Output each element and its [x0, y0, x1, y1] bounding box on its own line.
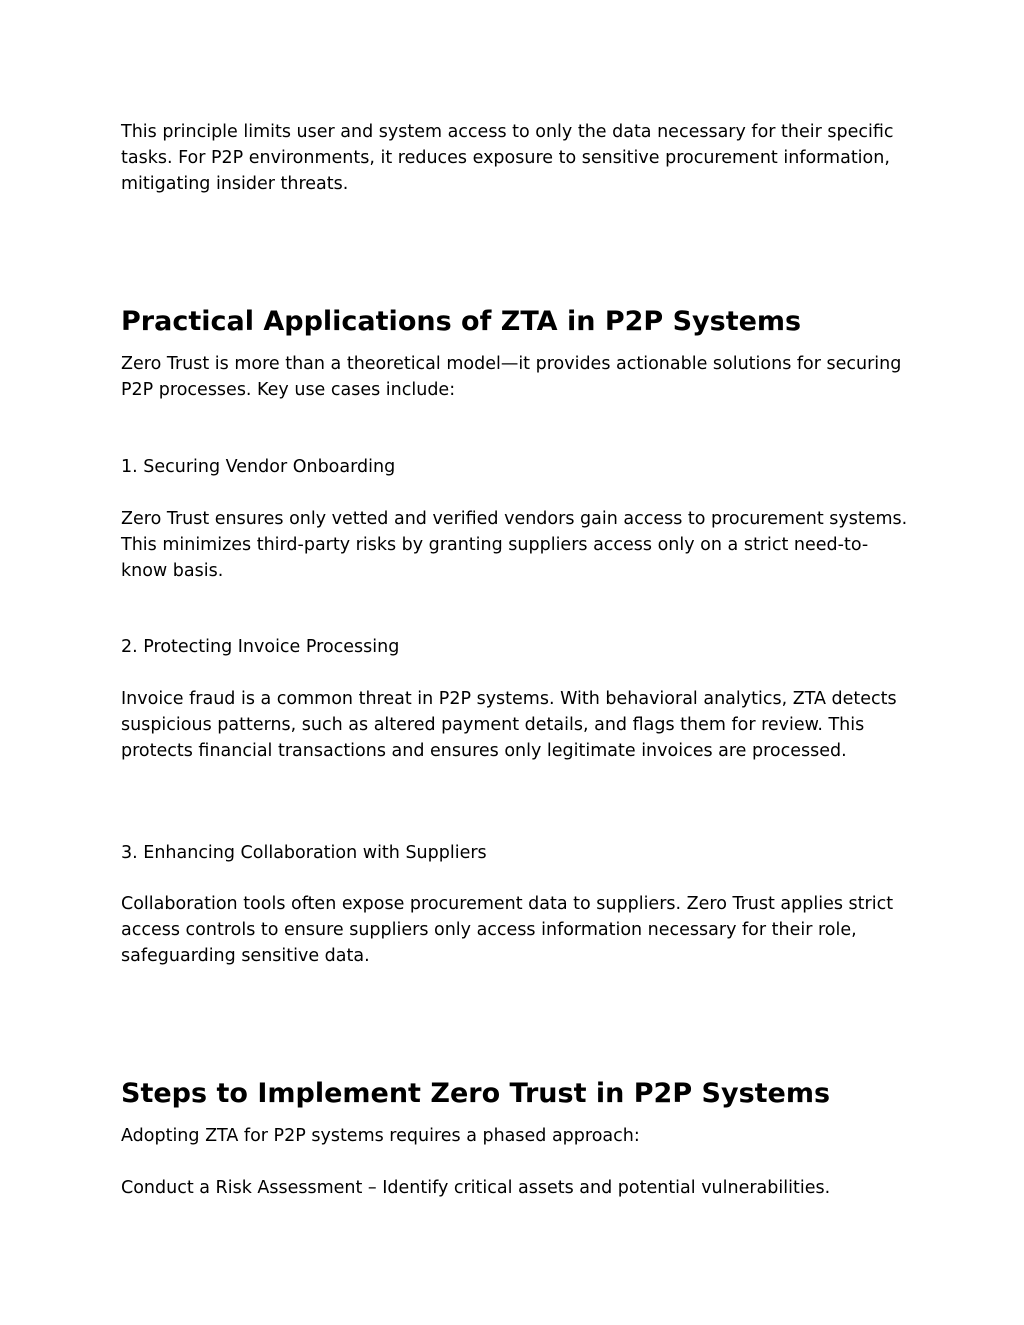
section-heading-applications: Practical Applications of ZTA in P2P Systems [121, 306, 802, 337]
applications-intro: Zero Trust is more than a theoretical model—it provides actionable solutions for securing P2P processes. Key use cases include: [121, 354, 902, 400]
use-case-title-vendor-onboarding: 1. Securing Vendor Onboarding [121, 457, 396, 477]
use-case-title-supplier-collaboration: 3. Enhancing Collaboration with Suppliers [121, 843, 487, 863]
use-case-body-supplier-collaboration: Collaboration tools often expose procurement data to suppliers. Zero Trust applies strict access controls to ensure suppliers only access information necessary for their role, safeguarding sensitive data. [121, 894, 894, 966]
intro-paragraph: This principle limits user and system access to only the data necessary for their specific tasks. For P2P environments, it reduces exposure to sensitive procurement information, mitigating insider threats. [121, 122, 894, 194]
step-risk-assessment: Conduct a Risk Assessment – Identify critical assets and potential vulnerabilities. [121, 1178, 831, 1198]
steps-intro: Adopting ZTA for P2P systems requires a phased approach: [121, 1126, 640, 1146]
use-case-body-vendor-onboarding: Zero Trust ensures only vetted and verified vendors gain access to procurement systems. This minimizes third-party risks by granting suppliers access only on a strict need-to-know basis. [121, 509, 908, 581]
use-case-body-invoice-processing: Invoice fraud is a common threat in P2P systems. With behavioral analytics, ZTA detects suspicious patterns, such as altered payment details, and flags them for review. This protects financial transactions and ensures only legitimate invoices are processed. [121, 689, 897, 761]
use-case-title-invoice-processing: 2. Protecting Invoice Processing [121, 637, 400, 657]
section-heading-steps: Steps to Implement Zero Trust in P2P Systems [121, 1078, 831, 1109]
